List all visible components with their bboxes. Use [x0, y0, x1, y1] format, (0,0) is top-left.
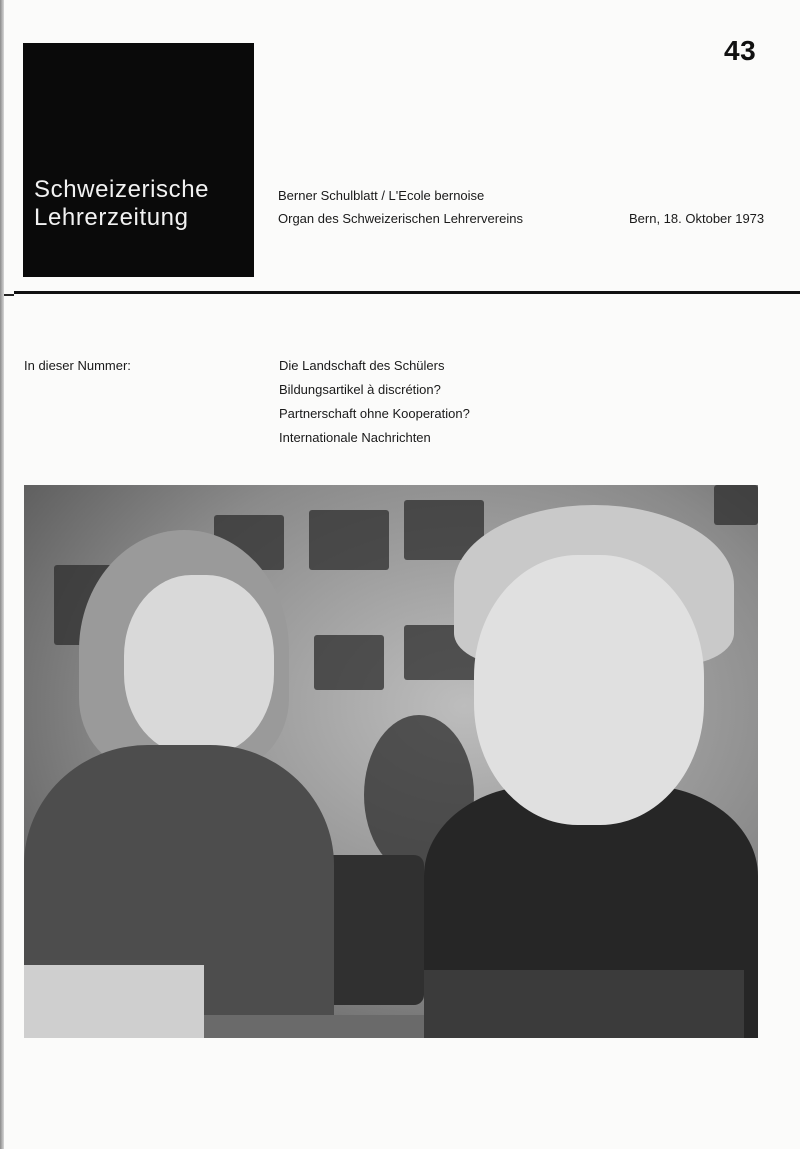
page-edge-shadow — [0, 0, 4, 1149]
masthead-title-line1: Schweizerische — [34, 176, 210, 203]
contents-list — [279, 358, 470, 454]
masthead-title-line2: Lehrerzeitung — [34, 204, 189, 231]
background-picture — [309, 510, 389, 570]
contents-item: Bildungsartikel à discrétion? — [279, 382, 441, 397]
contents-item: Die Landschaft des Schülers — [279, 358, 445, 373]
wooden-box-right — [424, 970, 744, 1038]
wooden-box-left — [24, 965, 204, 1038]
background-picture — [714, 485, 758, 525]
girl-face — [124, 575, 274, 755]
issue-date: Bern, 18. Oktober 1973 — [629, 211, 765, 226]
boy-face — [474, 555, 704, 825]
contents-label: In dieser Nummer: — [24, 358, 131, 373]
header-rule-tick — [4, 294, 14, 296]
header-rule — [14, 291, 800, 294]
background-picture — [314, 635, 384, 690]
issue-number: 43 — [724, 35, 757, 66]
masthead-title — [34, 176, 209, 232]
publication-organ: Organ des Schweizerischen Lehrervereins — [278, 211, 523, 226]
publication-subtitle: Berner Schulblatt / L'Ecole bernoise — [278, 188, 485, 203]
masthead-block — [23, 43, 254, 277]
contents-item: Partnerschaft ohne Kooperation? — [279, 406, 470, 421]
cover-photo — [24, 485, 758, 1038]
contents-item: Internationale Nachrichten — [279, 430, 431, 445]
letter-tiles — [204, 1015, 424, 1038]
